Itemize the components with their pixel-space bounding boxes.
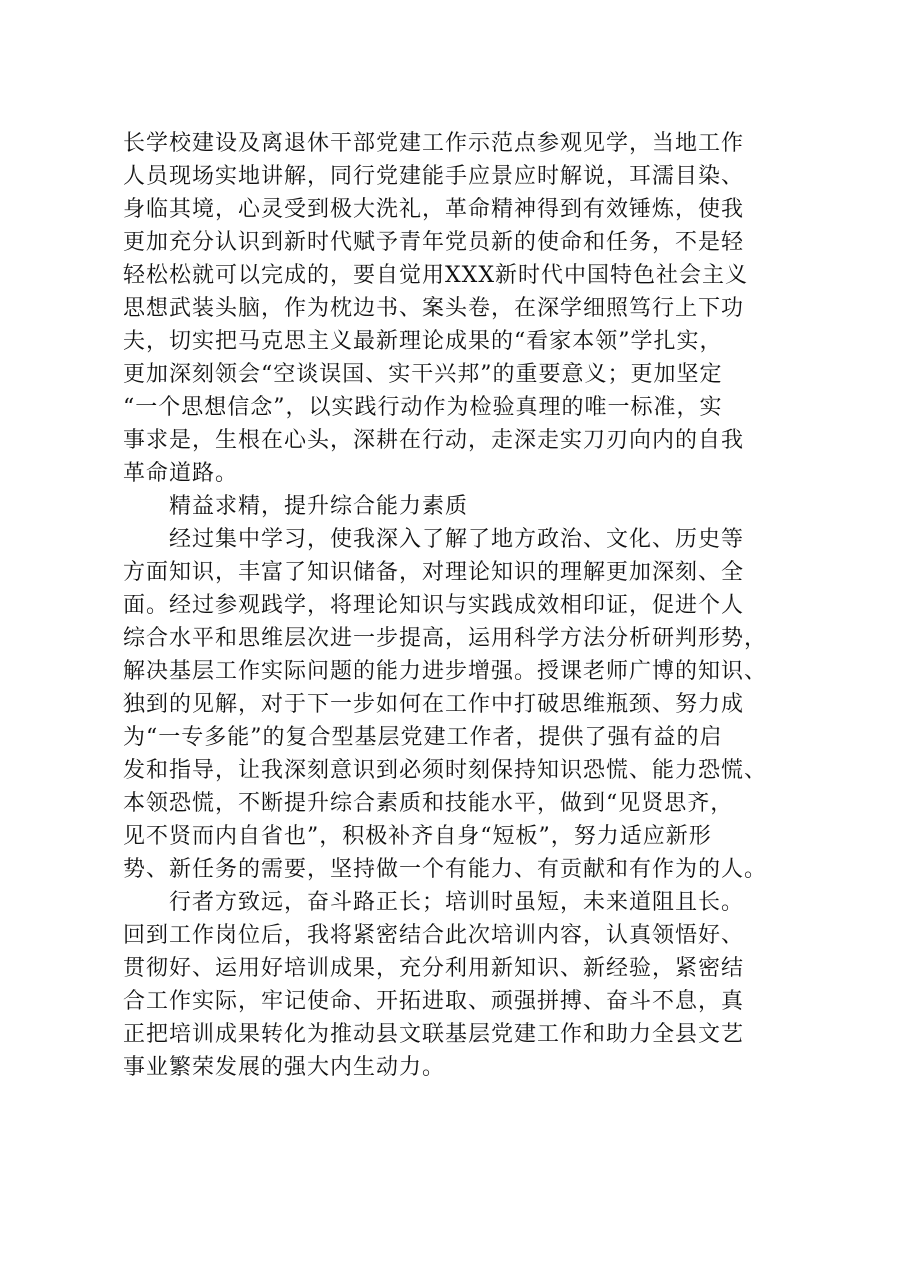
text-line: 更加充分认识到新时代赋予青年党员新的使命和任务，不是轻 (123, 230, 745, 255)
text-line: 更加深刻领会“空谈误国、实干兴邦”的重要意义；更加坚定 (123, 362, 723, 387)
text-line: 夫，切实把马克思主义最新理论成果的“看家本领”学扎实， (123, 329, 723, 354)
text-line: 独到的见解，对于下一步如何在工作中打破思维瓶颈、努力成 (123, 692, 745, 717)
text-line: 贯彻好、运用好培训成果，充分利用新知识、新经验，紧密结 (123, 956, 745, 981)
text-line: 见不贤而内自省也”，积极补齐自身“短板”，努力适应新形 (123, 824, 712, 849)
text-line: 身临其境，心灵受到极大洗礼，革命精神得到有效锤炼，使我 (123, 197, 745, 222)
text-line: 解决基层工作实际问题的能力进步增强。授课老师广博的知识、 (123, 659, 768, 684)
text-line: 势、新任务的需要，坚持做一个有能力、有贡献和有作为的人。 (123, 857, 768, 882)
paragraph (123, 886, 797, 1084)
text-line: 合工作实际，牢记使命、开拓进取、顽强拼搏、奋斗不息，真 (123, 989, 745, 1014)
text-line: 方面知识，丰富了知识储备，对理论知识的理解更加深刻、全 (123, 560, 745, 585)
text-line: 长学校建设及离退休干部党建工作示范点参观见学，当地工作 (123, 131, 745, 156)
text-line: 面。经过参观践学，将理论知识与实践成效相印证，促进个人 (123, 593, 745, 618)
text-line: 正把培训成果转化为推动县文联基层党建工作和助力全县文艺 (123, 1022, 745, 1047)
text-line: 轻松松就可以完成的，要自觉用XXX新时代中国特色社会主义 (123, 263, 748, 288)
document-body (123, 127, 797, 1084)
text-line: 革命道路。 (123, 461, 239, 486)
text-line: “一个思想信念”，以实践行动作为检验真理的唯一标准，实 (123, 395, 723, 420)
text-line: 为“一专多能”的复合型基层党建工作者，提供了强有益的启 (123, 725, 723, 750)
text-line: 思想武装头脑，作为枕边书、案头卷，在深学细照笃行上下功 (123, 296, 745, 321)
text-line: 事求是，生根在心头，深耕在行动，走深走实刀刃向内的自我 (123, 428, 745, 453)
text-line: 行者方致远，奋斗路正长；培训时虽短，未来道阻且长。 (169, 890, 745, 915)
section-heading: 精益求精，提升综合能力素质 (169, 494, 469, 519)
text-line: 人员现场实地讲解，同行党建能手应景应时解说，耳濡目染、 (123, 164, 745, 189)
text-line: 回到工作岗位后，我将紧密结合此次培训内容，认真领悟好、 (123, 923, 745, 948)
text-line: 事业繁荣发展的强大内生动力。 (123, 1055, 446, 1080)
text-line: 综合水平和思维层次进一步提高，运用科学方法分析研判形势， (123, 626, 768, 651)
text-line: 发和指导，让我深刻意识到必须时刻保持知识恐慌、能力恐慌、 (123, 758, 768, 783)
text-line: 本领恐慌，不断提升综合素质和技能水平，做到“见贤思齐， (123, 791, 734, 816)
text-line: 经过集中学习，使我深入了解了地方政治、文化、历史等 (169, 527, 745, 552)
paragraph (123, 523, 797, 886)
paragraph-continued (123, 127, 797, 490)
